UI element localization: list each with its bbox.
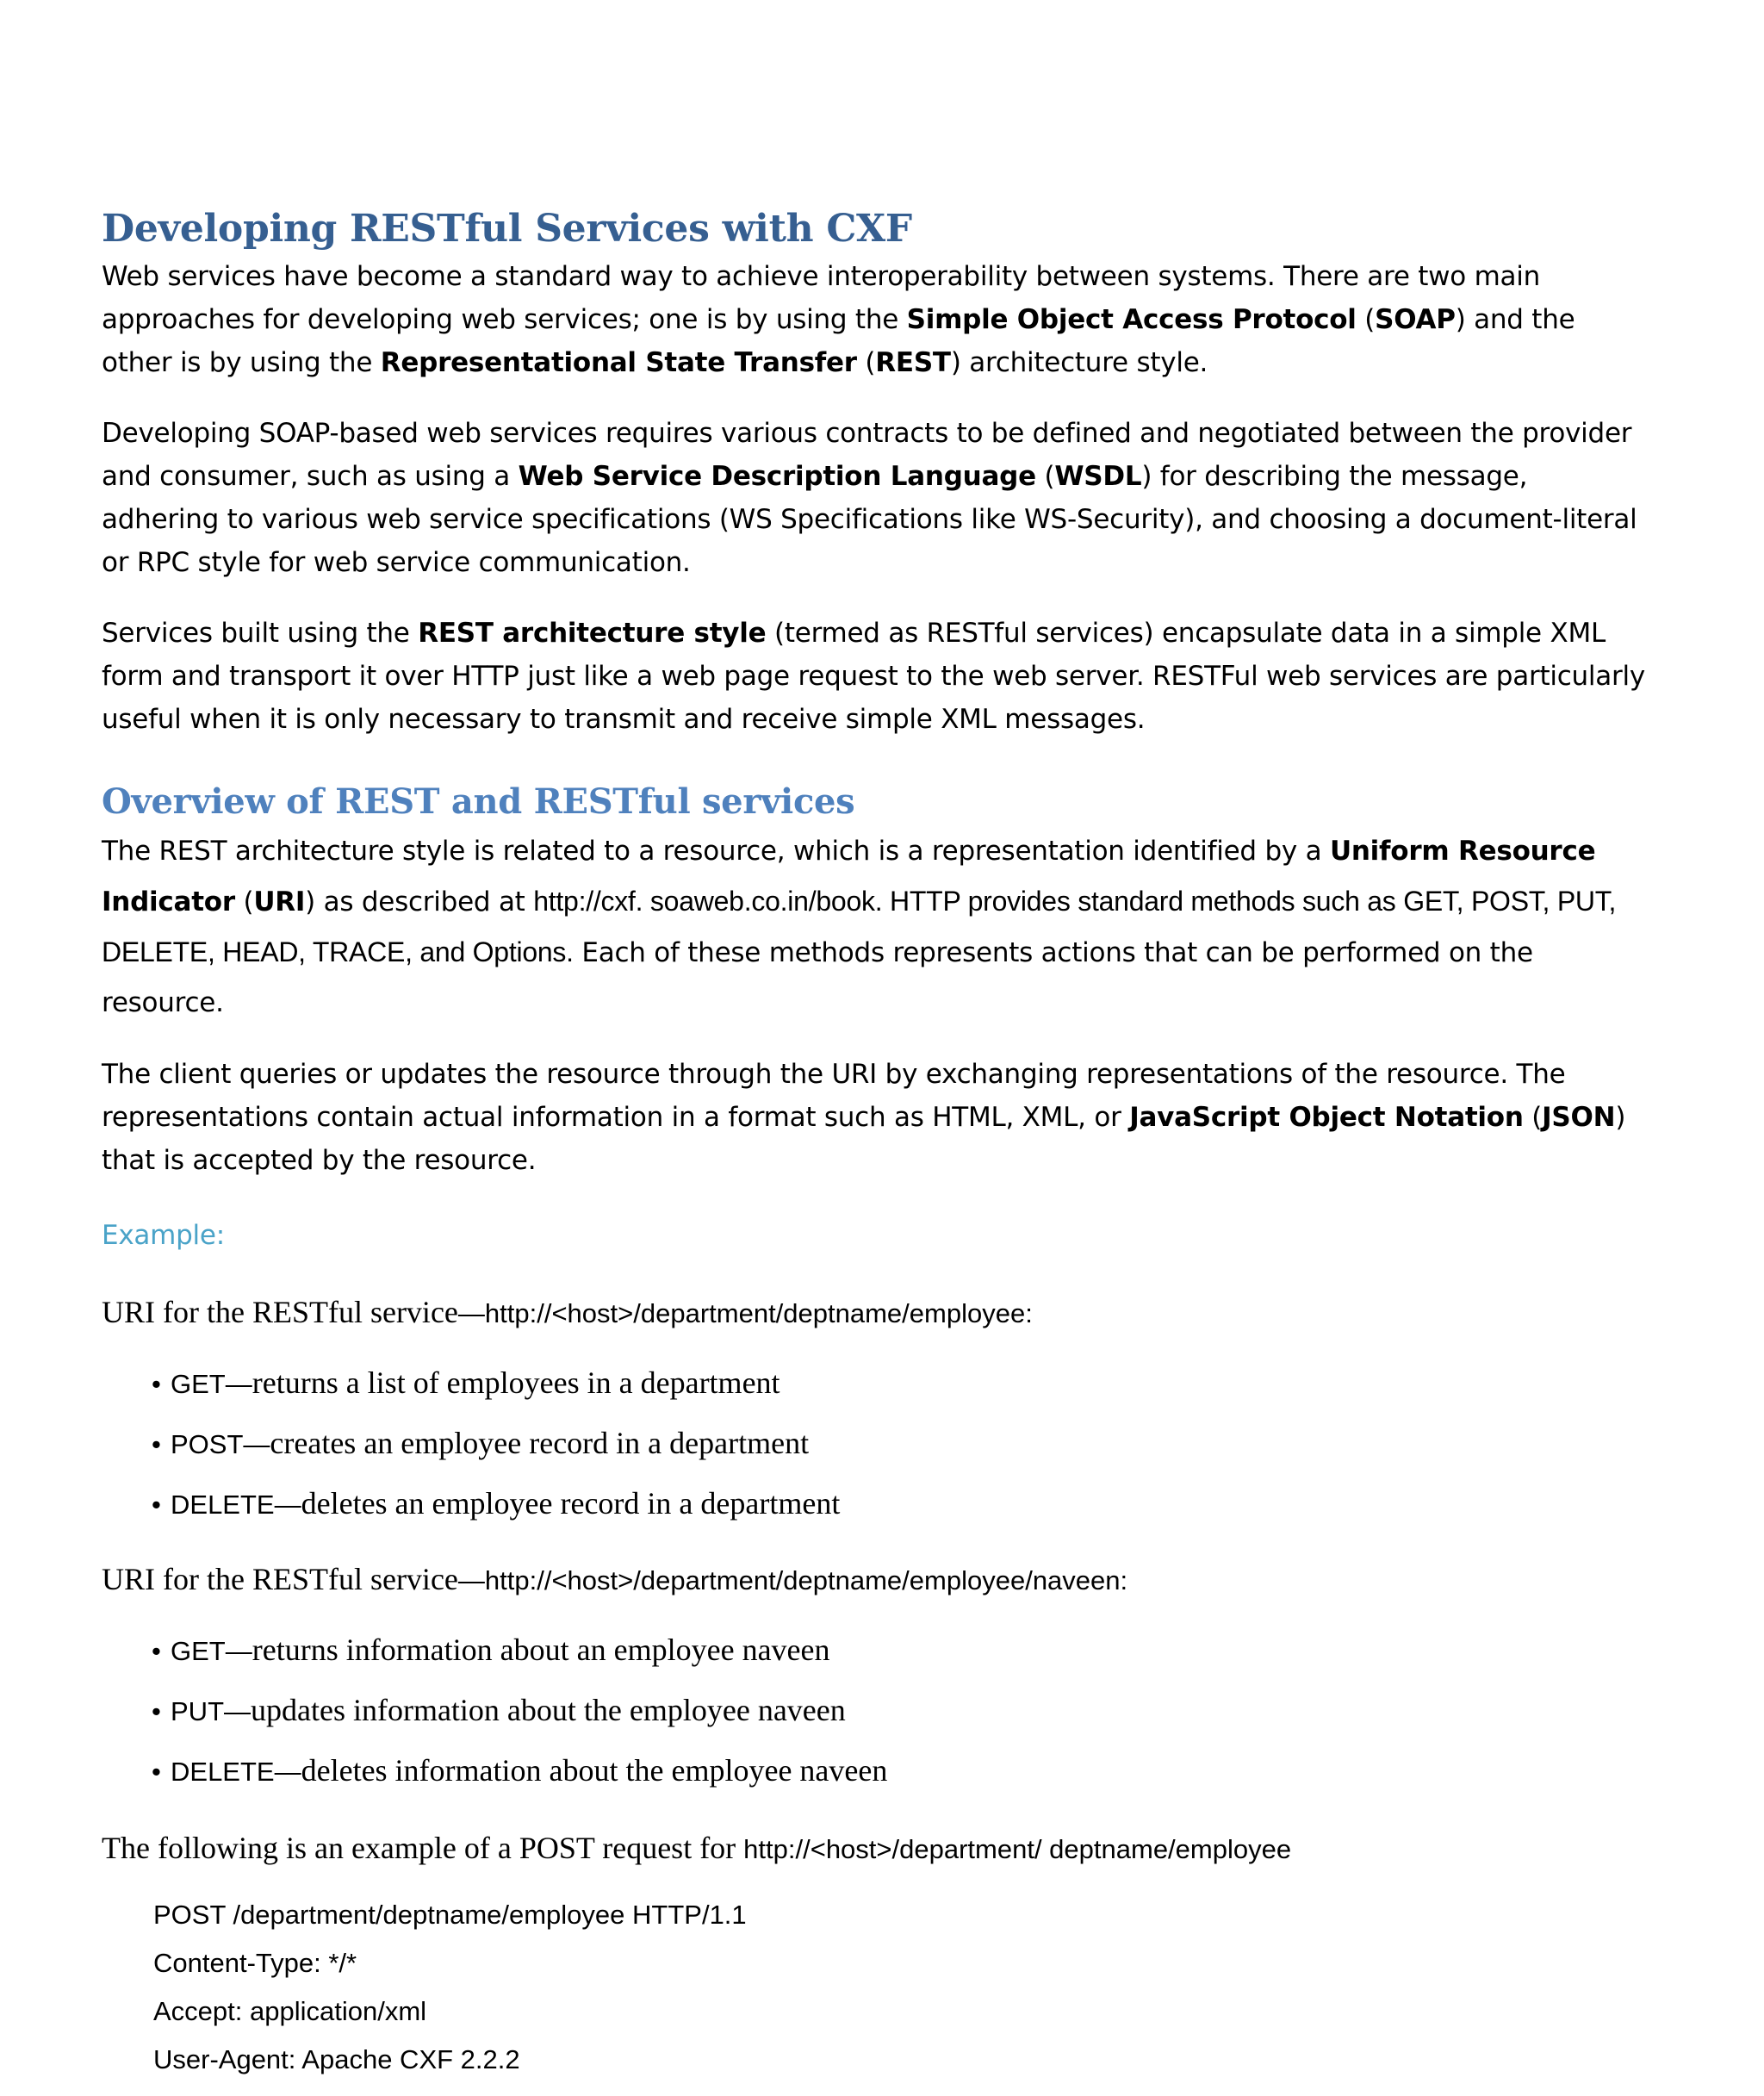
method-description: creates an employee record in a department (270, 1426, 810, 1460)
intro-p2-bold-wsdl: WSDL (1054, 461, 1142, 492)
intro-p1-text-1: Web services have become a standard way to achieve interoperability between systems. There are two main approaches for developing web services; one is by using the (102, 261, 1541, 335)
dash: — (274, 1490, 301, 1520)
method-description: returns information about an employee naveen (252, 1633, 830, 1667)
http-request-example (153, 1891, 1652, 2084)
http-method: POST (171, 1429, 244, 1459)
list-item (152, 1681, 1652, 1741)
overview-p1-text-2: ( (234, 886, 254, 917)
bullet-icon: • (152, 1757, 161, 1787)
intro-p1-bold-rest-full: Representational State Transfer (380, 347, 857, 378)
intro-p2-text-2: ( (1035, 461, 1055, 492)
dash: — (274, 1757, 301, 1787)
post-request-intro (102, 1822, 1652, 1875)
code-line: POST /department/deptname/employee HTTP/1.1 (153, 1900, 747, 1930)
bullet-icon: • (152, 1369, 161, 1399)
intro-p3-text-2: (termed as RESTful services) encapsulate data in a simple XML form and transport it over HTTP just like a web page request to the web server. RESTFul web services are particularly useful when it is only necessary to transmit and receive simple XML messages. (102, 618, 1645, 735)
dash: — (225, 1369, 252, 1399)
method-description: updates information about the employee naveen (251, 1693, 846, 1727)
uri2-url: http://<host>/department/deptname/employee/naveen: (484, 1565, 1128, 1595)
intro-p1-bold-soap-full: Simple Object Access Protocol (906, 304, 1357, 335)
overview-p1-text-4: Each of these methods represents actions that can be performed on the resource. (102, 937, 1533, 1018)
uri2-bullet-list (152, 1620, 1652, 1801)
intro-p1-text-4: ( (856, 347, 876, 378)
list-item (152, 1620, 1652, 1681)
uri1-url: http://<host>/department/deptname/employee: (484, 1298, 1033, 1328)
intro-paragraph-3 (102, 612, 1652, 741)
intro-p2-text-3: ) for describing the message, adhering to various web service specifications (WS Specifications like WS-Security), and choosing a document-literal or RPC style for web service communication. (102, 461, 1637, 578)
dash: — (225, 1636, 252, 1666)
bullet-icon: • (152, 1636, 161, 1666)
code-line: Content-Type: */* (153, 1948, 357, 1978)
intro-paragraph-2 (102, 412, 1652, 584)
method-description: deletes information about the employee naveen (301, 1753, 888, 1788)
uri1-bullet-list (152, 1353, 1652, 1534)
overview-p2-text-2: ( (1523, 1102, 1543, 1133)
uri2-prefix: URI for the RESTful service (102, 1562, 458, 1596)
intro-p1-text-3: ) and the other is by using the (102, 304, 1575, 378)
http-method: PUT (171, 1696, 224, 1726)
intro-p1-bold-soap: SOAP (1375, 304, 1456, 335)
uri1-prefix: URI for the RESTful service (102, 1295, 458, 1329)
method-description: deletes an employee record in a department (301, 1486, 841, 1521)
intro-p2-bold-wsdl-full: Web Service Description Language (518, 461, 1036, 492)
overview-p2-text-3: ) that is accepted by the resource. (102, 1102, 1626, 1176)
overview-paragraph-2 (102, 1053, 1652, 1182)
post-intro-url: http://<host>/department/ deptname/employee (743, 1834, 1292, 1864)
section-heading-overview: Overview of REST and RESTful services (102, 781, 855, 822)
intro-p3-text-1: Services built using the (102, 618, 419, 649)
page-title: Developing RESTful Services with CXF (102, 207, 912, 251)
overview-p2-text-1: The client queries or updates the resource through the URI by exchanging representations of the resource. The representations contain actual information in a format such as HTML, XML, or (102, 1059, 1566, 1133)
bullet-icon: • (152, 1490, 161, 1520)
list-item (152, 1414, 1652, 1474)
overview-p1-bold-uri-full: Uniform Resource Indicator (102, 836, 1596, 917)
bullet-icon: • (152, 1696, 161, 1726)
method-description: returns a list of employees in a department (252, 1365, 780, 1400)
post-intro-text: The following is an example of a POST request for (102, 1831, 744, 1865)
overview-p1-text-3: ) as described at (305, 886, 534, 917)
dash: — (243, 1429, 270, 1459)
intro-p1-bold-rest: REST (875, 347, 951, 378)
overview-p2-bold-json: JSON (1542, 1102, 1616, 1133)
overview-p2-bold-json-full: JavaScript Object Notation (1129, 1102, 1524, 1133)
overview-paragraph-1 (102, 826, 1652, 1028)
intro-p1-text-5: ) architecture style. (950, 347, 1208, 378)
dash: — (224, 1696, 251, 1726)
uri2-dash: — (457, 1565, 485, 1595)
list-item (152, 1474, 1652, 1534)
code-line: User-Agent: Apache CXF 2.2.2 (153, 2044, 520, 2074)
uri-line-2 (102, 1553, 1652, 1607)
http-method: GET (171, 1369, 226, 1399)
intro-p3-bold-rest-style: REST architecture style (418, 618, 767, 649)
uri-line-1 (102, 1286, 1652, 1340)
overview-p1-url-methods: http://cxf. soaweb.co.in/book. HTTP provides standard methods such as GET, POST, PUT, DELETE, HEAD, TRACE, and Options. (102, 886, 1617, 967)
example-label: Example: (102, 1220, 225, 1251)
list-item (152, 1741, 1652, 1801)
intro-paragraph-1 (102, 255, 1652, 384)
bullet-icon: • (152, 1429, 161, 1459)
http-method: DELETE (171, 1757, 275, 1787)
intro-p2-text-1: Developing SOAP-based web services requires various contracts to be defined and negotiated between the provider and consumer, such as using a (102, 418, 1632, 492)
overview-p1-text-1: The REST architecture style is related to a resource, which is a representation identified by a (102, 836, 1330, 867)
overview-p1-bold-uri: URI (253, 886, 306, 917)
http-method: DELETE (171, 1490, 275, 1520)
http-method: GET (171, 1636, 226, 1666)
document-content (102, 203, 1652, 2084)
list-item (152, 1353, 1652, 1414)
uri1-dash: — (457, 1298, 485, 1328)
code-line: Accept: application/xml (153, 1996, 427, 2026)
intro-p1-text-2: ( (1356, 304, 1376, 335)
